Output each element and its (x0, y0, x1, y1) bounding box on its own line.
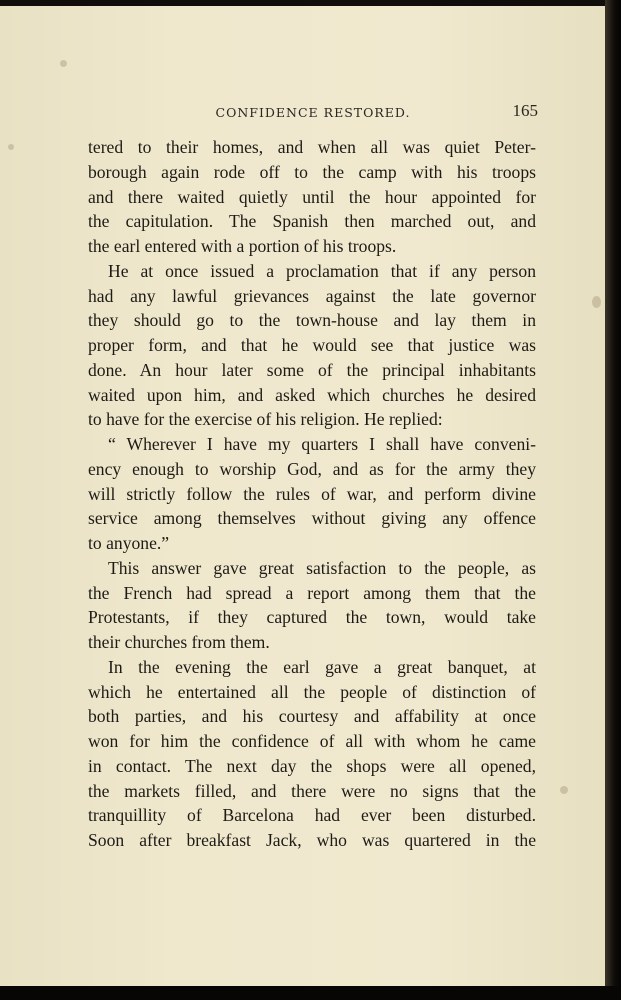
text-line: to anyone.” (88, 533, 170, 553)
book-page (0, 6, 605, 986)
scan-edge-right (605, 0, 621, 1000)
text-line: the capitulation. The Spanish then marched out, and (88, 211, 536, 232)
text-line: done. An hour later some of the principal inhabitants (88, 359, 536, 380)
text-line: the French had spread a report among them that the (88, 582, 536, 603)
text-line: He at once issued a proclamation that if any person (108, 260, 536, 281)
text-line: service among themselves without giving any offence (88, 508, 536, 529)
running-title: CONFIDENCE RESTORED. (215, 105, 411, 120)
paper-spot (592, 296, 601, 308)
running-head (88, 103, 538, 123)
text-line: the earl entered with a portion of his troops. (88, 236, 397, 256)
text-line: “ Wherever I have my quarters I shall have conveni- (108, 434, 536, 454)
text-line: both parties, and his courtesy and affability at once (88, 706, 536, 727)
text-line: which he entertained all the people of distinction of (88, 681, 536, 702)
text-line: and there waited quietly until the hour appointed for (88, 186, 536, 207)
text-line: borough again rode off to the camp with his troops (88, 161, 536, 182)
text-line: waited upon him, and asked which churches he desired (88, 384, 536, 405)
paper-spot (560, 786, 568, 794)
text-line: to have for the exercise of his religion. He replied: (88, 409, 443, 430)
text-line: Protestants, if they captured the town, would take (88, 607, 536, 628)
text-line: they should go to the town-house and lay them in (88, 310, 536, 331)
text-line: tered to their homes, and when all was quiet Peter- (88, 137, 536, 157)
scan-edge-bottom (0, 986, 621, 1000)
text-line: proper form, and that he would see that justice was (88, 335, 536, 355)
text-line: in contact. The next day the shops were all opened, (88, 755, 536, 776)
text-line: In the evening the earl gave a great banquet, at (108, 656, 536, 677)
text-line: Soon after breakfast Jack, who was quartered in the (88, 830, 536, 850)
paper-spot (60, 60, 67, 67)
text-line: won for him the confidence of all with whom he came (88, 731, 536, 751)
text-line: their churches from them. (88, 632, 270, 652)
page-number: 165 (512, 101, 538, 120)
body-text (88, 135, 536, 853)
text-line: tranquillity of Barcelona had ever been disturbed. (88, 805, 536, 826)
paper-spot (8, 144, 14, 150)
text-line: ency enough to worship God, and as for the army they (88, 458, 536, 479)
text-line: will strictly follow the rules of war, and perform divine (88, 483, 536, 504)
text-line: had any lawful grievances against the late governor (88, 285, 536, 306)
text-line: the markets filled, and there were no signs that the (88, 780, 536, 801)
text-line: This answer gave great satisfaction to the people, as (108, 557, 536, 578)
